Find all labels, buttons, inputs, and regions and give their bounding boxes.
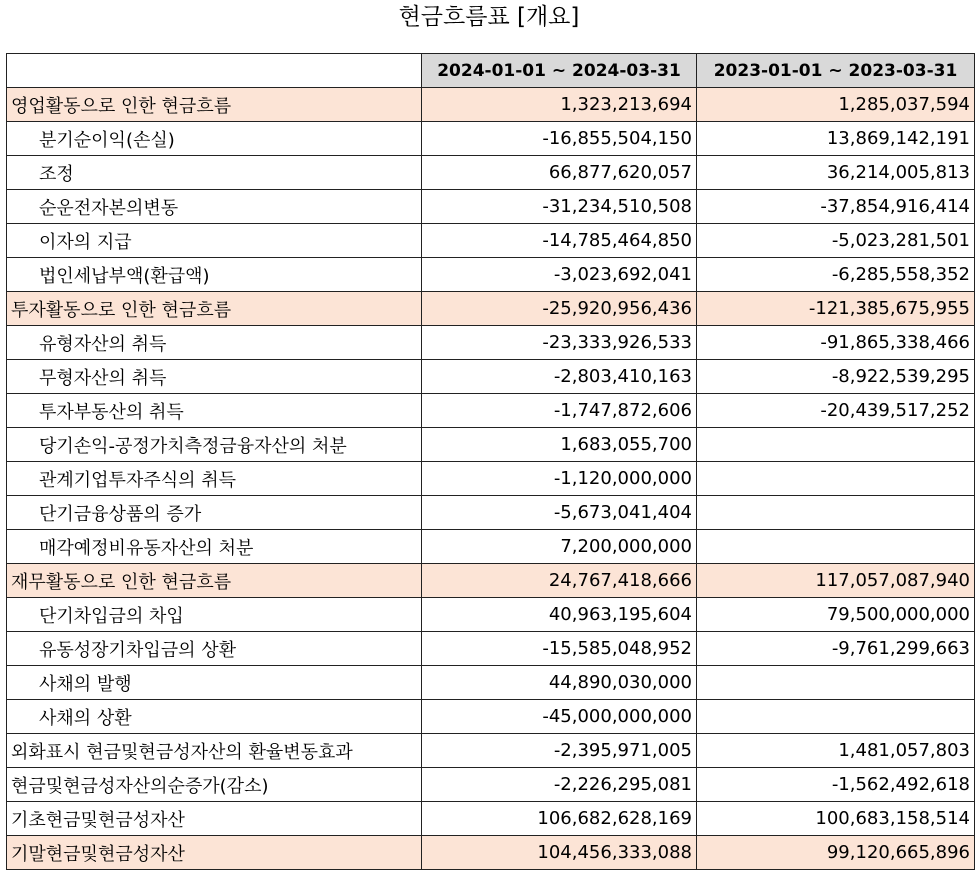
- table-row: [7, 360, 975, 394]
- value-2023: 13,869,142,191: [697, 122, 975, 156]
- value-2024: -3,023,692,041: [422, 258, 697, 292]
- row-label: 법인세납부액(환급액): [7, 258, 422, 292]
- value-2024: 40,963,195,604: [422, 598, 697, 632]
- value-2024: -2,803,410,163: [422, 360, 697, 394]
- value-2023: 1,285,037,594: [697, 88, 975, 122]
- value-2024: 104,456,333,088: [422, 836, 697, 870]
- cash-flow-table: [6, 53, 975, 870]
- value-2023: 117,057,087,940: [697, 564, 975, 598]
- value-2024: -25,920,956,436: [422, 292, 697, 326]
- value-2023: [697, 530, 975, 564]
- row-label: 외화표시 현금및현금성자산의 환율변동효과: [7, 734, 422, 768]
- value-2024: 106,682,628,169: [422, 802, 697, 836]
- value-2023: -121,385,675,955: [697, 292, 975, 326]
- table-row: [7, 292, 975, 326]
- value-2023: -20,439,517,252: [697, 394, 975, 428]
- table-row: [7, 88, 975, 122]
- row-label: 단기금융상품의 증가: [7, 496, 422, 530]
- value-2024: -23,333,926,533: [422, 326, 697, 360]
- value-2023: 99,120,665,896: [697, 836, 975, 870]
- row-label: 사채의 발행: [7, 666, 422, 700]
- value-2024: -1,747,872,606: [422, 394, 697, 428]
- table-row: [7, 428, 975, 462]
- value-2023: [697, 700, 975, 734]
- row-label: 영업활동으로 인한 현금흐름: [7, 88, 422, 122]
- value-2023: -91,865,338,466: [697, 326, 975, 360]
- value-2024: -5,673,041,404: [422, 496, 697, 530]
- value-2024: 44,890,030,000: [422, 666, 697, 700]
- table-row: [7, 632, 975, 666]
- row-label: 투자부동산의 취득: [7, 394, 422, 428]
- value-2023: 79,500,000,000: [697, 598, 975, 632]
- table-row: [7, 224, 975, 258]
- value-2023: [697, 666, 975, 700]
- page-title: 현금흐름표 [개요]: [398, 4, 580, 30]
- table-row: [7, 122, 975, 156]
- table-row: [7, 496, 975, 530]
- value-2023: 1,481,057,803: [697, 734, 975, 768]
- table-header-row: [7, 54, 975, 88]
- row-label: 유형자산의 취득: [7, 326, 422, 360]
- table-row: [7, 258, 975, 292]
- value-2024: 1,683,055,700: [422, 428, 697, 462]
- row-label: 재무활동으로 인한 현금흐름: [7, 564, 422, 598]
- row-label: 기말현금및현금성자산: [7, 836, 422, 870]
- table-row: [7, 700, 975, 734]
- value-2023: [697, 428, 975, 462]
- value-2023: -1,562,492,618: [697, 768, 975, 802]
- table-row: [7, 156, 975, 190]
- table-row: [7, 564, 975, 598]
- table-row: [7, 802, 975, 836]
- row-label: 순운전자본의변동: [7, 190, 422, 224]
- value-2023: [697, 496, 975, 530]
- row-label: 분기순이익(손실): [7, 122, 422, 156]
- row-label: 관계기업투자주식의 취득: [7, 462, 422, 496]
- value-2024: -15,585,048,952: [422, 632, 697, 666]
- table-row: [7, 836, 975, 870]
- column-header-2023: 2023-01-01 ~ 2023-03-31: [697, 54, 975, 88]
- row-label: 기초현금및현금성자산: [7, 802, 422, 836]
- row-label: 현금및현금성자산의순증가(감소): [7, 768, 422, 802]
- value-2024: -45,000,000,000: [422, 700, 697, 734]
- value-2024: -14,785,464,850: [422, 224, 697, 258]
- row-label: 무형자산의 취득: [7, 360, 422, 394]
- value-2024: -31,234,510,508: [422, 190, 697, 224]
- value-2024: 66,877,620,057: [422, 156, 697, 190]
- table-row: [7, 462, 975, 496]
- table-row: [7, 326, 975, 360]
- value-2024: -2,226,295,081: [422, 768, 697, 802]
- value-2023: 36,214,005,813: [697, 156, 975, 190]
- row-label: 유동성장기차입금의 상환: [7, 632, 422, 666]
- row-label: 당기손익-공정가치측정금융자산의 처분: [7, 428, 422, 462]
- table-row: [7, 530, 975, 564]
- table-row: [7, 666, 975, 700]
- value-2024: -2,395,971,005: [422, 734, 697, 768]
- value-2023: -37,854,916,414: [697, 190, 975, 224]
- value-2023: -5,023,281,501: [697, 224, 975, 258]
- table-row: [7, 190, 975, 224]
- value-2023: [697, 462, 975, 496]
- value-2023: -6,285,558,352: [697, 258, 975, 292]
- header-blank-cell: [7, 54, 422, 88]
- row-label: 투자활동으로 인한 현금흐름: [7, 292, 422, 326]
- table-row: [7, 768, 975, 802]
- table-row: [7, 734, 975, 768]
- value-2024: 24,767,418,666: [422, 564, 697, 598]
- row-label: 매각예정비유동자산의 처분: [7, 530, 422, 564]
- value-2024: -16,855,504,150: [422, 122, 697, 156]
- value-2023: -9,761,299,663: [697, 632, 975, 666]
- value-2024: -1,120,000,000: [422, 462, 697, 496]
- column-header-2024: 2024-01-01 ~ 2024-03-31: [422, 54, 697, 88]
- value-2024: 1,323,213,694: [422, 88, 697, 122]
- value-2024: 7,200,000,000: [422, 530, 697, 564]
- row-label: 조정: [7, 156, 422, 190]
- row-label: 단기차입금의 차입: [7, 598, 422, 632]
- table-row: [7, 598, 975, 632]
- row-label: 사채의 상환: [7, 700, 422, 734]
- row-label: 이자의 지급: [7, 224, 422, 258]
- value-2023: -8,922,539,295: [697, 360, 975, 394]
- table-row: [7, 394, 975, 428]
- value-2023: 100,683,158,514: [697, 802, 975, 836]
